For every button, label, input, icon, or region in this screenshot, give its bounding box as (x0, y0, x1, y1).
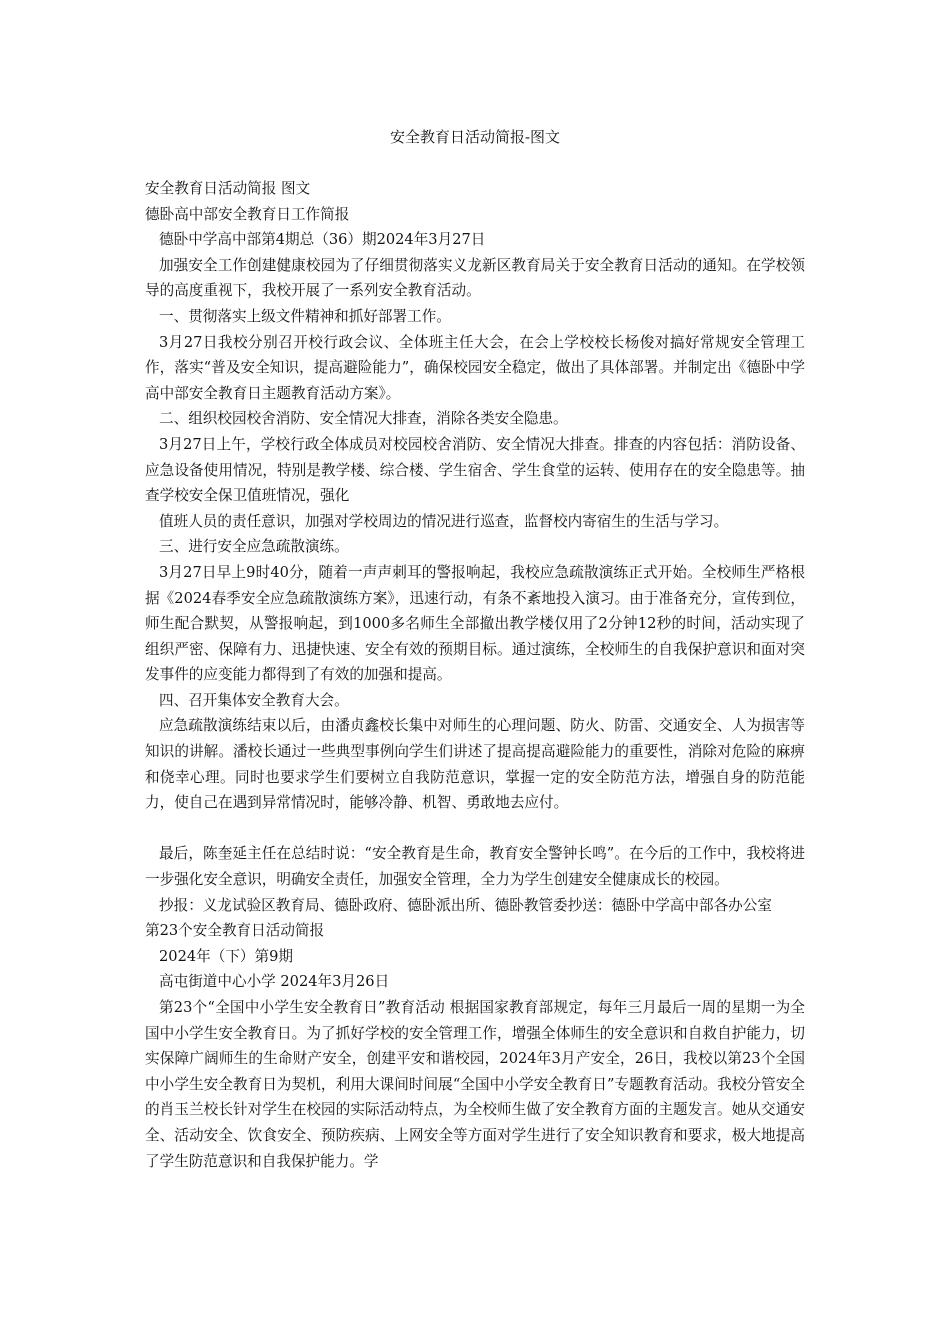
document-body (145, 176, 805, 1174)
section-4-title: 四、召开集体安全教育大会。 (159, 691, 349, 709)
report1-heading: 德卧高中部安全教育日工作简报 (145, 205, 350, 223)
section-3-title: 三、进行安全应急疏散演练。 (159, 538, 349, 556)
section-2-body-continued: 值班人员的责任意识，加强对学校周边的情况进行巡查，监督校内寄宿生的生活与学习。 (159, 512, 729, 530)
report2-issue-line: 2024年（下）第9期 (159, 947, 293, 965)
section-2-title: 二、组织校园校舍消防、安全情况大排查，消除各类安全隐患。 (159, 410, 568, 428)
report1-intro: 加强安全工作创建健康校园为了仔细贯彻落实义龙新区教育局关于安全教育日活动的通知。在学校领导的高度重视下，我校开展了一系列安全教育活动。 (145, 256, 805, 300)
section-1-title: 一、贯彻落实上级文件精神和抓好部署工作。 (159, 307, 451, 325)
section-1-body: 3月27日我校分别召开校行政会议、全体班主任大会，在会上学校校长杨俊对搞好常规安全管理工作，落实“普及安全知识，提高避险能力”，确保校园安全稳定，做出了具体部署。并制定出《德卧中学高中部安全教育日主题教育活动方案》。 (145, 333, 805, 402)
report1-closing: 最后，陈奎延主任在总结时说：“安全教育是生命，教育安全警钟长鸣”。在今后的工作中，我校将进一步强化安全意识，明确安全责任，加强安全管理，全力为学生创建安全健康成长的校园。 (145, 845, 805, 889)
report2-school-date: 高屯街道中心小学 2024年3月26日 (159, 973, 390, 991)
paragraph-gap (145, 816, 805, 842)
document-title: 安全教育日活动简报-图文 (389, 128, 561, 146)
section-2-body: 3月27日上午，学校行政全体成员对校园校舍消防、安全情况大排查。排查的内容包括：消防设备、应急设备使用情况，特别是教学楼、综合楼、学生宿舍、学生食堂的运转、使用存在的安全隐患等。抽查学校安全保卫值班情况，强化 (145, 435, 805, 505)
report2-heading: 第23个安全教育日活动简报 (145, 922, 325, 940)
report2-body: 第23个“全国中小学生安全教育日”教育活动 根据国家教育部规定，每年三月最后一周的星期一为全国中小学生安全教育日。为了抓好学校的安全管理工作，增强全体师生的安全意识和自救自护能力，切实保障广阔师生的生命财产安全，创建平安和谐校园，2024年3月产安全，26日，我校以第23个全国中小学生安全教育日为契机，利用大课间时间展“全国中小学安全教育日”专题教育活动。我校分管安全的肖玉兰校长针对学生在校园的实际活动特点，为全校师生做了安全教育方面的主题发言。她从交通安全、活动安全、饮食安全、预防疾病、上网安全等方面对学生进行了安全知识教育和要求，极大地提高了学生防范意识和自我保护能力。学 (145, 999, 805, 1170)
section-4-body: 应急疏散演练结束以后，由潘贞鑫校长集中对师生的心理问题、防火、防雷、交通安全、人为损害等知识的讲解。潘校长通过一些典型事例向学生们讲述了提高提高避险能力的重要性，消除对危险的麻痹和侥幸心理。同时也要求学生们要树立自我防范意识，掌握一定的安全防范方法，增强自身的防范能力，使自己在遇到异常情况时，能够冷静、机智、勇敢地去应付。 (145, 717, 805, 812)
report1-cc-line: 抄报：义龙试验区教育局、德卧政府、德卧派出所、德卧教管委抄送：德卧中学高中部各办公室 (159, 896, 772, 914)
document-subtitle: 安全教育日活动简报 图文 (145, 180, 311, 197)
report1-issue-line: 德卧中学高中部第4期总（36）期2024年3月27日 (159, 231, 486, 249)
section-3-body: 3月27日早上9时40分，随着一声声刺耳的警报响起，我校应急疏散演练正式开始。全校师生严格根据《2024春季安全应急疏散演练方案》，迅速行动，有条不紊地投入演习。由于准备充分，宣传到位，师生配合默契，从警报响起，到1000多名师生全部撤出教学楼仅用了2分钟12秒的时间，活动实现了组织严密、保障有力、迅捷快速、安全有效的预期目标。通过演练，全校师生的自我保护意识和面对突发事件的应变能力都得到了有效的加强和提高。 (145, 563, 805, 684)
